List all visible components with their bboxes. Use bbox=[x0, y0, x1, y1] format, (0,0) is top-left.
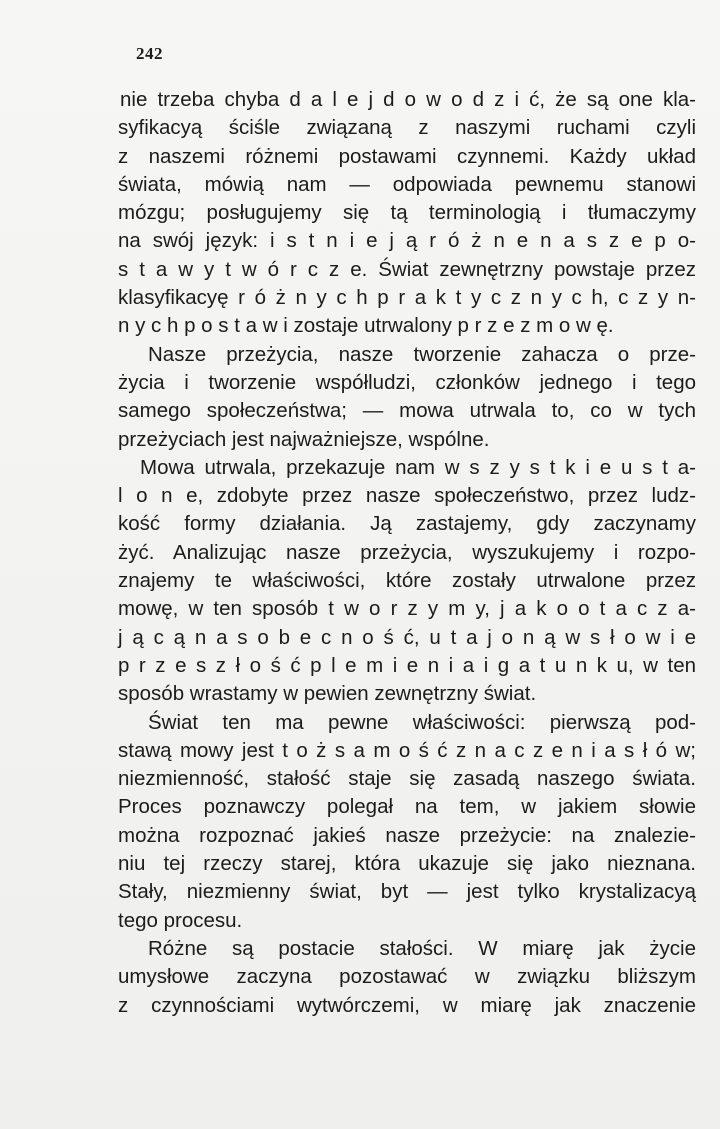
text-line: mózgu; posługujemy się tą terminologią i tłumaczymy bbox=[118, 201, 696, 225]
text-line: niu tej rzeczy starej, która ukazuje się jako nieznana. bbox=[118, 852, 696, 876]
paragraph-start-line: Mowa utrwala, przekazuje nam w s z y s t k i e u s t a- bbox=[140, 455, 696, 479]
text-line: życia i tworzenie współludzi, członków jednego i tego bbox=[118, 370, 696, 394]
text-line: samego społeczeństwa; — mowa utrwala to, co w tych bbox=[118, 399, 696, 423]
text-line: mowę, w ten sposób t w o r z y m y, j a k o o t a c z a- bbox=[118, 597, 696, 621]
text-line: niezmienność, stałość staje się zasadą naszego świata. bbox=[118, 767, 696, 791]
text-line: klasyfikacyę r ó ż n y c h p r a k t y c z n y c h, c z y n- bbox=[118, 286, 696, 310]
text-line: z naszemi różnemi postawami czynnemi. Każdy układ bbox=[118, 144, 696, 168]
page-number: 242 bbox=[136, 44, 163, 63]
paragraph-start-line: Różne są postacie stałości. W miarę jak życie bbox=[148, 936, 696, 960]
text-line: przeżyciach jest najważniejsze, wspólne. bbox=[118, 427, 490, 451]
text-line: żyć. Analizując nasze przeżycia, wyszukujemy i rozpo- bbox=[118, 540, 696, 564]
text-line: stawą mowy jest t o ż s a m o ś ć z n a c z e n i a s ł ó w; bbox=[118, 738, 696, 762]
text-line: n y c h p o s t a w i zostaje utrwalony p r z e z m o w ę. bbox=[118, 314, 614, 338]
text-line: Proces poznawczy polegał na tem, w jakiem słowie bbox=[118, 795, 696, 819]
text-line: na swój język: i s t n i e j ą r ó ż n e n a s z e p o- bbox=[118, 229, 696, 253]
text-line: syfikacyą ściśle związaną z naszymi ruchami czyli bbox=[118, 116, 696, 140]
text-line: kość formy działania. Ją zastajemy, gdy zaczynamy bbox=[118, 512, 696, 536]
text-line: j ą c ą n a s o b e c n o ś ć, u t a j o n ą w s ł o w i e bbox=[118, 625, 696, 649]
text-line: można rozpoznać jakieś nasze przeżycie: na znalezie- bbox=[118, 823, 696, 847]
text-line: z czynnościami wytwórczemi, w miarę jak znaczenie bbox=[118, 993, 696, 1017]
body-text bbox=[118, 86, 696, 1020]
text-line: Stały, niezmienny świat, byt — jest tylko krystalizacyą bbox=[118, 880, 696, 904]
text-line: świata, mówią nam — odpowiada pewnemu stanowi bbox=[118, 172, 696, 196]
text-line: sposób wrastamy w pewien zewnętrzny świat. bbox=[118, 682, 537, 706]
text-line: umysłowe zaczyna pozostawać w związku bliższym bbox=[118, 965, 696, 989]
text-line: p r z e s z ł o ś ć p l e m i e n i a i g a t u n k u, w ten bbox=[118, 653, 696, 677]
paragraph-start-line: Nasze przeżycia, nasze tworzenie zahacza o prze- bbox=[148, 342, 696, 366]
paragraph-start-line: Świat ten ma pewne właściwości: pierwszą pod- bbox=[148, 710, 696, 734]
text-line: znajemy te właściwości, które zostały utrwalone przez bbox=[118, 569, 696, 593]
text-line: s t a w y t w ó r c z e. Świat zewnętrzny powstaje przez bbox=[118, 257, 696, 281]
text-line: nie trzeba chyba d a l e j d o w o d z i ć, że są one kla- bbox=[120, 88, 696, 111]
text-line: tego procesu. bbox=[118, 908, 243, 932]
text-line: l o n e, zdobyte przez nasze społeczeństwo, przez ludz- bbox=[118, 484, 696, 508]
